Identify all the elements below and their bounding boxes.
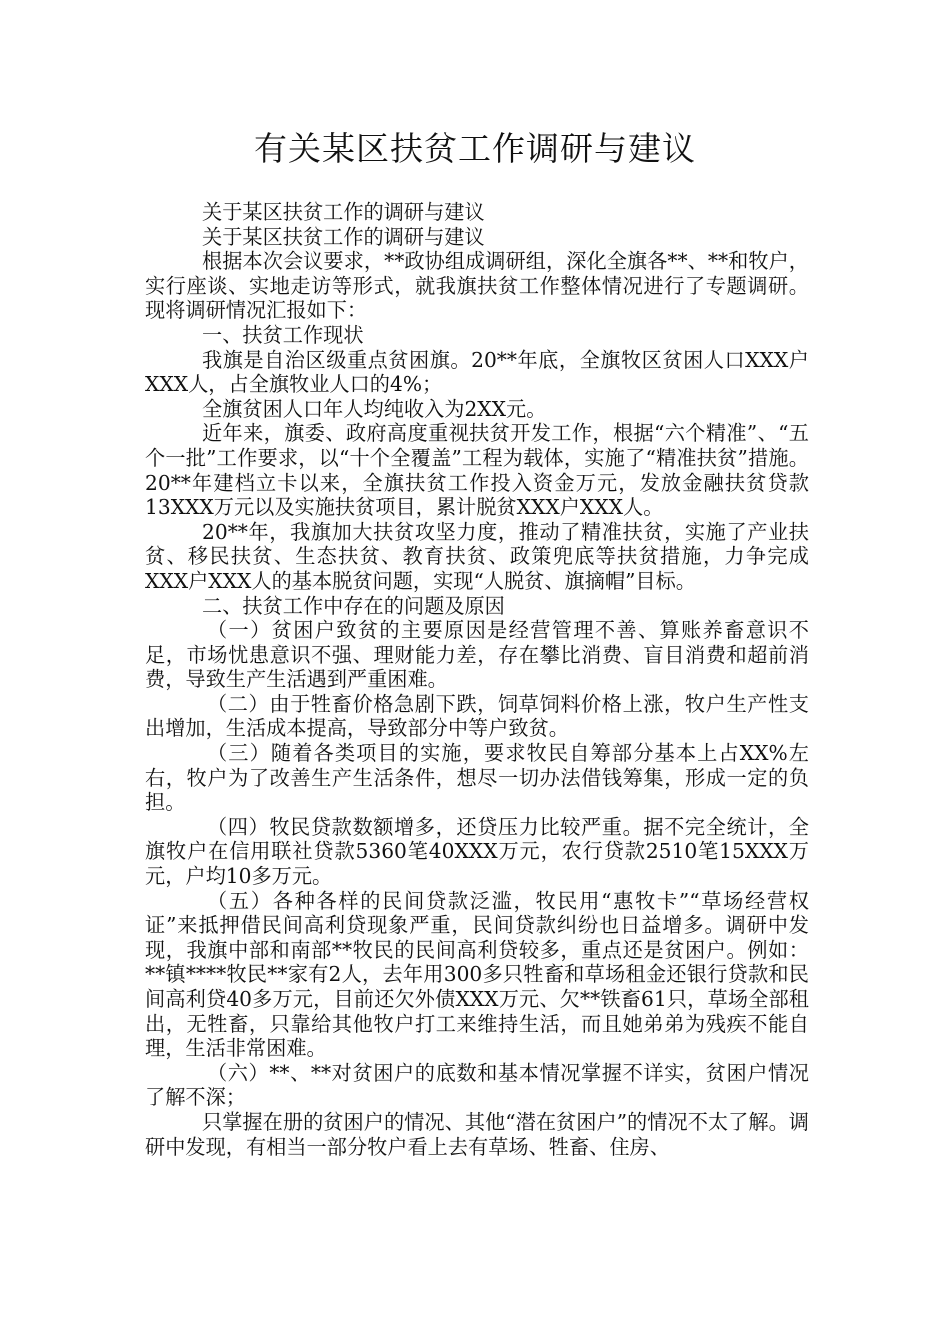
subtitle-paragraph: 关于某区扶贫工作的调研与建议 [202,200,485,224]
body-paragraph: （三）随着各类项目的实施，要求牧民自筹部分基本上占XX%左右，牧户为了改善生产生活条件，想尽一切办法借钱筹集，形成一定的负担。 [145,741,809,815]
intro-paragraph: 根据本次会议要求，**政协组成调研组，深化全旗各**、**和牧户，实行座谈、实地走访等形式，就我旗扶贫工作整体情况进行了专题调研。现将调研情况汇报如下： [145,249,809,323]
body-paragraph: 只掌握在册的贫困户的情况、其他“潜在贫困户”的情况不太了解。调研中发现，有相当一部分牧户看上去有草场、牲畜、住房、 [145,1109,809,1159]
body-paragraph: （四）牧民贷款数额增多，还贷压力比较严重。据不完全统计，全旗牧户在信用联社贷款5360笔40XXX万元，农行贷款2510笔15XXX万元，户均10多万元。 [145,814,809,889]
body-paragraph: 我旗是自治区级重点贫困旗。20**年底，全旗牧区贫困人口XXX户XXX人，占全旗牧业人口的4%； [145,347,809,397]
section-heading: 一、扶贫工作现状 [202,322,364,347]
body-paragraph: （六）**、**对贫困户的底数和基本情况掌握不详实，贫困户情况了解不深； [145,1060,809,1110]
section-heading: 二、扶贫工作中存在的问题及原因 [202,593,505,618]
body-paragraph: 近年来，旗委、政府高度重视扶贫开发工作，根据“六个精准”、“五个一批”工作要求，以“十个全覆盖”工程为载体，实施了“精准扶贫”措施。20**年建档立卡以来，全旗扶贫工作投入资金万元，发放金融扶贫贷款13XXX万元以及实施扶贫项目，累计脱贫XXX户XXX人。 [145,421,809,520]
body-paragraph: （二）由于牲畜价格急剧下跌，饲草饲料价格上涨，牧户生产性支出增加，生活成本提高，导致部分中等户致贫。 [145,691,809,741]
document-body [145,200,809,1159]
document-title: 有关某区扶贫工作调研与建议 [254,129,696,168]
subtitle-paragraph: 关于某区扶贫工作的调研与建议 [202,224,485,249]
body-paragraph: 20**年，我旗加大扶贫攻坚力度，推动了精准扶贫，实施了产业扶贫、移民扶贫、生态扶贫、教育扶贫、政策兜底等扶贫措施，力争完成XXX户XXX人的基本脱贫问题，实现“人脱贫、旗摘帽”目标。 [145,519,809,593]
body-paragraph: （五）各种各样的民间贷款泛滥，牧民用“惠牧卡”“草场经营权证”来抵押借民间高利贷现象严重，民间贷款纠纷也日益增多。调研中发现，我旗中部和南部**牧民的民间高利贷较多，重点还是贫困户。例如：**镇****牧民**家有2人，去年用300多只牲畜和草场租金还银行贷款和民间高利贷40多万元，目前还欠外债XXX万元、欠**铁畜61只，草场全部租出，无牲畜，只靠给其他牧户打工来维持生活，而且她弟弟为残疾不能自理，生活非常困难。 [145,888,809,1061]
body-paragraph: （一）贫困户致贫的主要原因是经营管理不善、算账养畜意识不足，市场忧患意识不强、理财能力差，存在攀比消费、盲目消费和超前消费，导致生产生活遇到严重困难。 [145,618,809,692]
body-paragraph: 全旗贫困人口年人均纯收入为2XX元。 [202,396,547,421]
